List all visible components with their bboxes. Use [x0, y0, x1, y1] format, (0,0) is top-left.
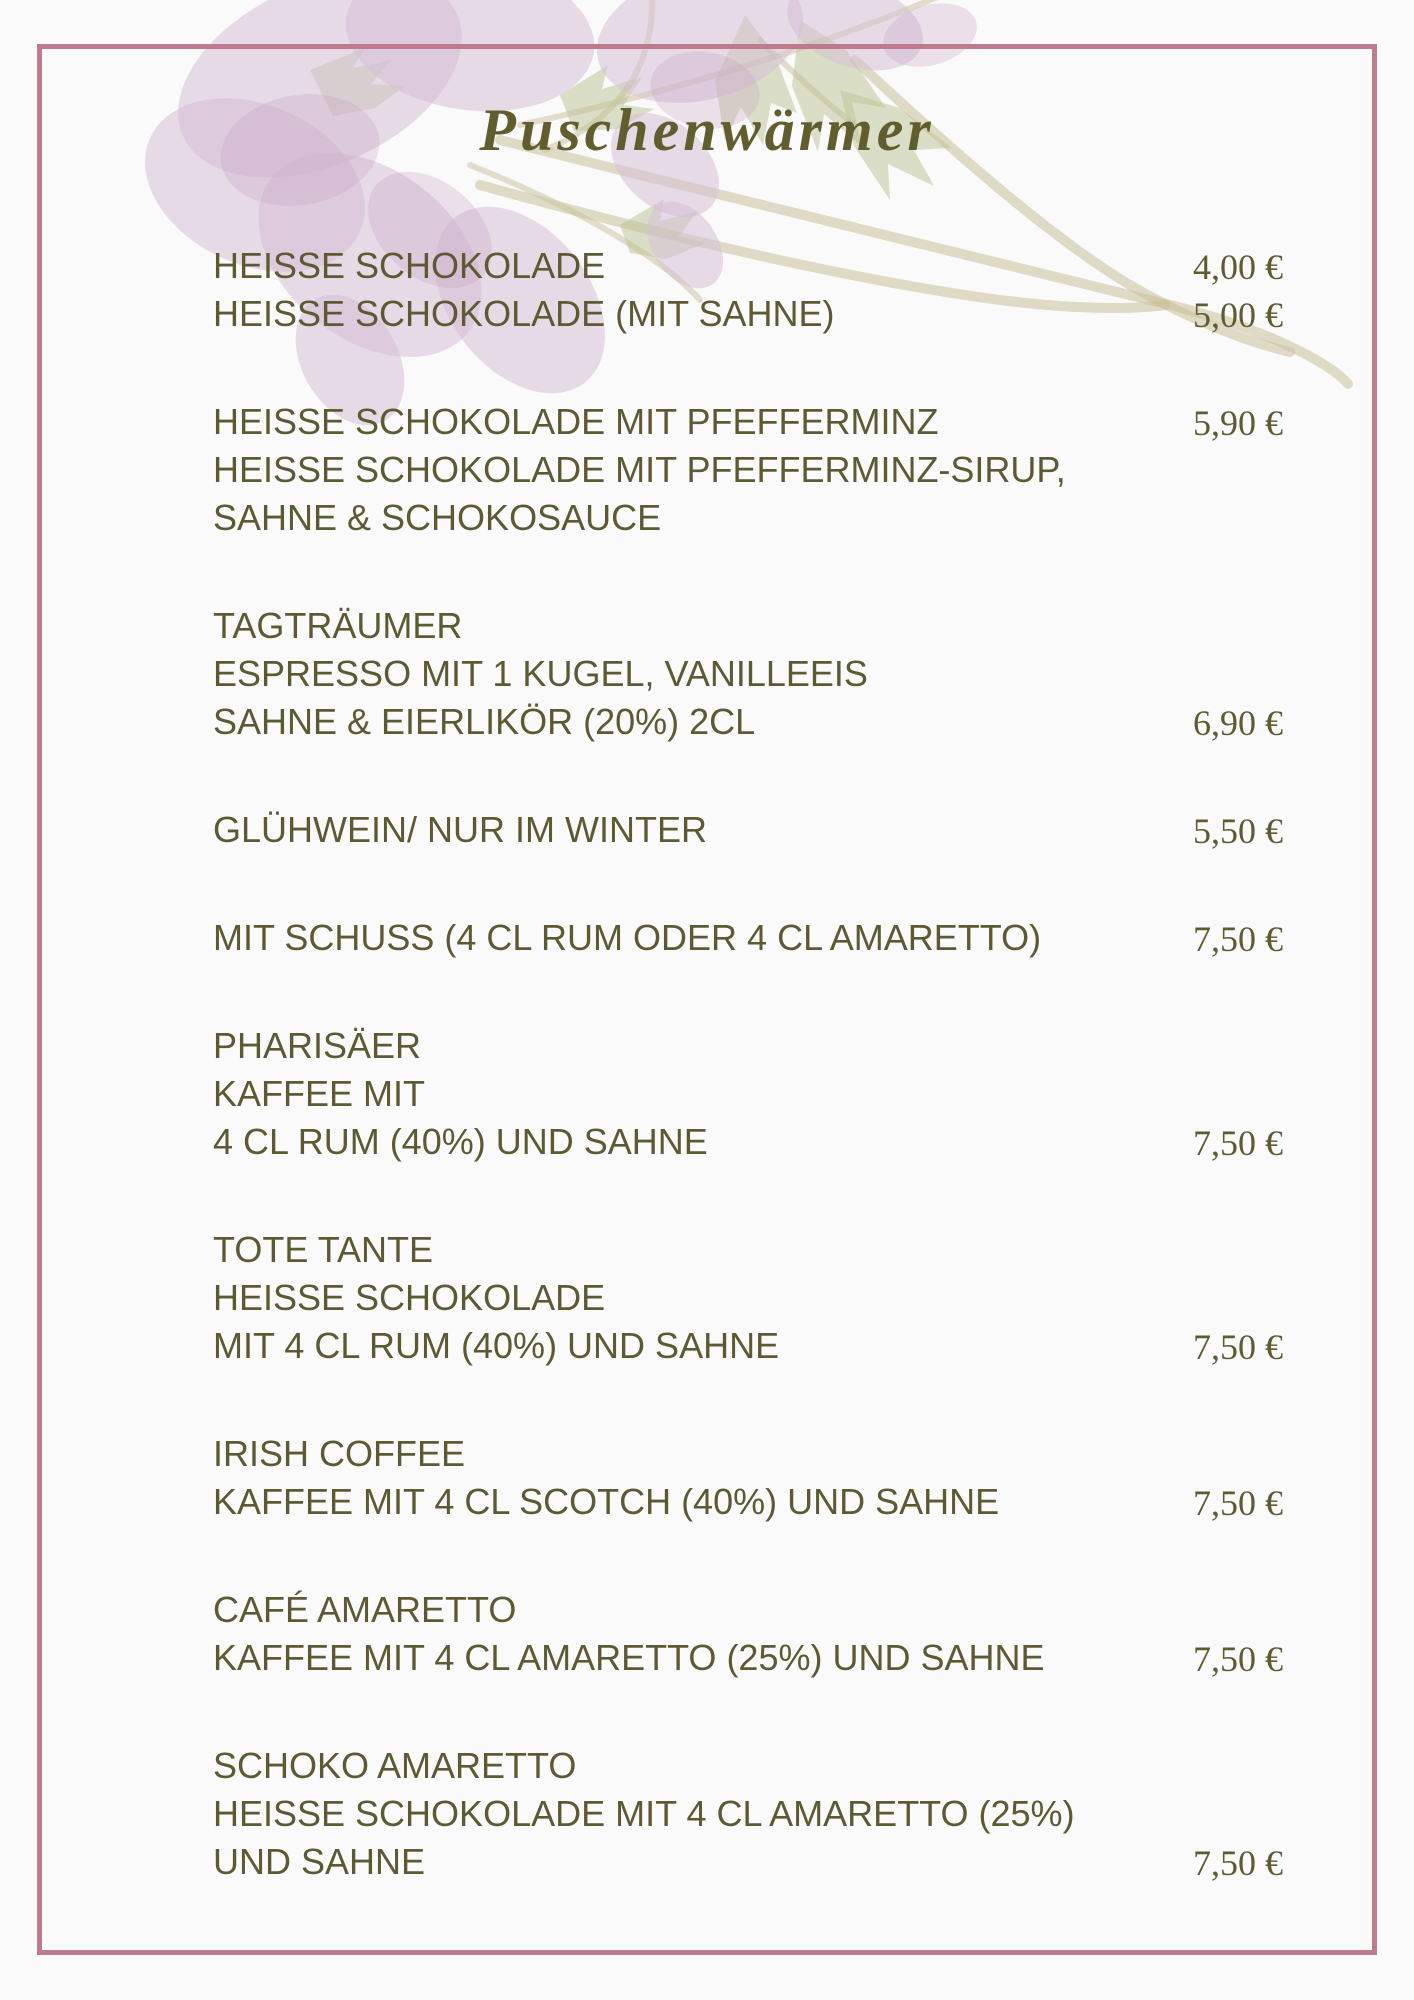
- menu-item-price: 7,50 €: [1193, 1327, 1283, 1367]
- menu-item-line: PHARISÄER: [213, 1025, 422, 1066]
- menu-item-price: 6,90 €: [1193, 703, 1283, 743]
- menu-item: [213, 398, 1283, 542]
- menu-item: [213, 1022, 1283, 1166]
- menu-item-line: TOTE TANTE: [213, 1229, 434, 1270]
- menu-item: [213, 242, 1283, 338]
- menu-item: [213, 1430, 1283, 1526]
- menu-item: [213, 602, 1283, 746]
- menu-item-price: 4,00 €: [1193, 247, 1283, 287]
- menu-item-line: HEISSE SCHOKOLADE MIT PFEFFERMINZ-SIRUP,: [213, 449, 1066, 490]
- menu-item-line: HEISSE SCHOKOLADE: [213, 245, 606, 286]
- menu-item: [213, 1742, 1283, 1886]
- menu-item-line: MIT 4 CL RUM (40%) UND SAHNE: [213, 1325, 780, 1366]
- menu-item-price: 7,50 €: [1193, 919, 1283, 959]
- menu-item-line: GLÜHWEIN/ NUR IM WINTER: [213, 809, 707, 850]
- menu-item-line: KAFFEE MIT 4 CL SCOTCH (40%) UND SAHNE: [213, 1481, 1000, 1522]
- menu-item-line: HEISSE SCHOKOLADE MIT 4 CL AMARETTO (25%): [213, 1793, 1075, 1834]
- menu-list: [213, 242, 1283, 1886]
- menu-item-line: HEISSE SCHOKOLADE (MIT SAHNE): [213, 293, 835, 334]
- menu-item-line: CAFÉ AMARETTO: [213, 1589, 517, 1630]
- menu-item-price: 5,50 €: [1193, 811, 1283, 851]
- menu-item-line: SCHOKO AMARETTO: [213, 1745, 577, 1786]
- menu-item-line: ESPRESSO MIT 1 KUGEL, VANILLEEIS: [213, 653, 868, 694]
- menu-item-price: 7,50 €: [1193, 1483, 1283, 1523]
- menu-item-line: 4 CL RUM (40%) UND SAHNE: [213, 1121, 708, 1162]
- menu-item-price: 7,50 €: [1193, 1843, 1283, 1883]
- menu-item: [213, 914, 1283, 962]
- menu-item-line: KAFFEE MIT 4 CL AMARETTO (25%) UND SAHNE: [213, 1637, 1045, 1678]
- menu-item-price: 5,90 €: [1193, 403, 1283, 443]
- menu-item-line: MIT SCHUSS (4 CL RUM ODER 4 CL AMARETTO): [213, 917, 1042, 958]
- menu-item-line: KAFFEE MIT: [213, 1073, 426, 1114]
- menu-item: [213, 806, 1283, 854]
- menu-item-price: 7,50 €: [1193, 1123, 1283, 1163]
- menu-item: [213, 1586, 1283, 1682]
- menu-item-line: SAHNE & SCHOKOSAUCE: [213, 497, 662, 538]
- menu-item-line: HEISSE SCHOKOLADE MIT PFEFFERMINZ: [213, 401, 939, 442]
- menu-item-price: 7,50 €: [1193, 1639, 1283, 1679]
- menu-title: Puschenwärmer: [479, 97, 935, 163]
- menu-item-line: HEISSE SCHOKOLADE: [213, 1277, 606, 1318]
- menu-item-price: 5,00 €: [1193, 295, 1283, 335]
- menu-item-line: UND SAHNE: [213, 1841, 426, 1882]
- menu-item-line: IRISH COFFEE: [213, 1433, 466, 1474]
- menu-item-line: SAHNE & EIERLIKÖR (20%) 2CL: [213, 701, 756, 742]
- menu-item: [213, 1226, 1283, 1370]
- menu-item-line: TAGTRÄUMER: [213, 605, 463, 646]
